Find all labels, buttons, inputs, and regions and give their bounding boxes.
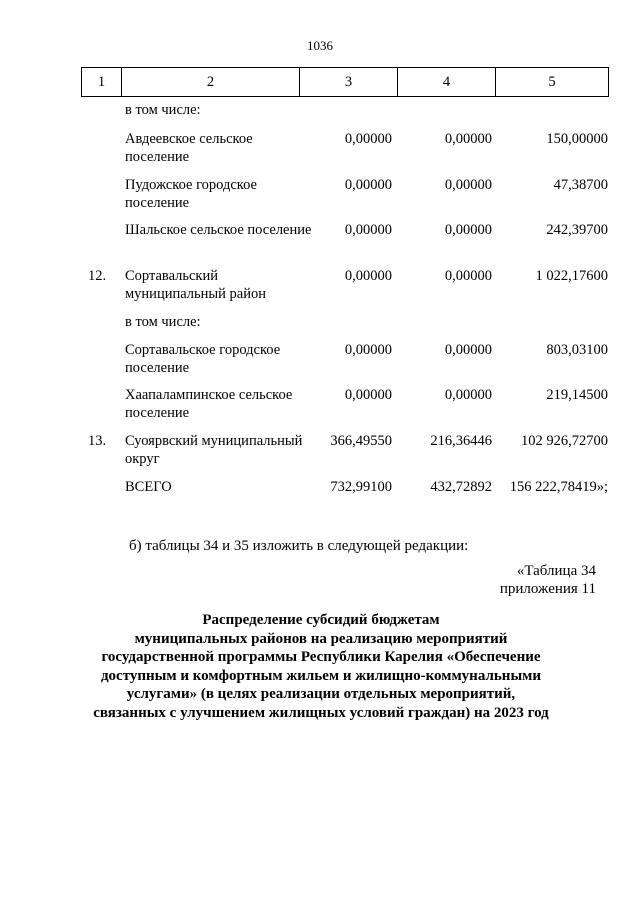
row-value-col4: 432,72892 <box>430 479 492 495</box>
row-number: 13. <box>88 433 107 449</box>
row-value-col4: 0,00000 <box>444 387 492 403</box>
row-value-col3: 0,00000 <box>344 177 392 193</box>
row-value-col3: 0,00000 <box>344 222 392 238</box>
row-value-col4: 0,00000 <box>444 131 492 147</box>
row-name: Сортавальский муниципальный район <box>125 268 266 302</box>
row-value-col5: 150,00000 <box>546 131 608 147</box>
table-header <box>81 67 609 97</box>
row-name: Хаапалампинское сельское поселение <box>125 387 293 421</box>
row-value-col4: 0,00000 <box>444 268 492 284</box>
title-line: государственной программы Республики Карелия «Обеспечение <box>101 649 541 666</box>
row-value-col4: 216,36446 <box>430 433 492 449</box>
row-value-col4: 0,00000 <box>444 222 492 238</box>
header-col-5: 5 <box>496 68 609 97</box>
header-row <box>82 68 609 97</box>
row-value-col3: 366,49550 <box>330 433 392 449</box>
document-title <box>60 611 582 723</box>
header-col-3: 3 <box>300 68 398 97</box>
table-caption-line1: «Таблица 34 <box>516 563 596 579</box>
row-value-col3: 0,00000 <box>344 131 392 147</box>
title-line: доступным и комфортным жильем и жилищно-коммунальными <box>100 667 542 684</box>
title-line: муниципальных районов на реализацию мероприятий <box>134 630 508 647</box>
row-number: 12. <box>88 268 107 284</box>
row-value-col5: 803,03100 <box>546 342 608 358</box>
row-value-col3: 0,00000 <box>344 268 392 284</box>
row-value-col3: 732,99100 <box>330 479 392 495</box>
title-line: услугами» (в целях реализации отдельных мероприятий, <box>126 686 516 703</box>
row-name: Авдеевское сельское поселение <box>125 131 253 165</box>
row-name: Шальское сельское поселение <box>125 222 312 238</box>
row-name: Сортавальское городское поселение <box>125 342 281 376</box>
title-line: связанных с улучшением жилищных условий граждан) на 2023 год <box>93 704 549 721</box>
row-value-col5: 1 022,17600 <box>535 268 608 284</box>
row-name: Суоярвский муниципальный округ <box>125 433 303 467</box>
header-col-2: 2 <box>122 68 300 97</box>
row-value-col5: 242,39700 <box>546 222 608 238</box>
header-col-1: 1 <box>82 68 122 97</box>
row-value-col5: 156 222,78419»; <box>509 479 608 495</box>
page-number: 1036 <box>307 38 333 53</box>
table-caption-line2: приложения 11 <box>499 581 596 597</box>
row-name: ВСЕГО <box>125 479 172 495</box>
row-name: в том числе: <box>125 314 201 330</box>
row-value-col5: 47,38700 <box>553 177 608 193</box>
row-value-col3: 0,00000 <box>344 342 392 358</box>
row-name: в том числе: <box>125 102 201 118</box>
row-value-col5: 102 926,72700 <box>521 433 608 449</box>
row-value-col3: 0,00000 <box>344 387 392 403</box>
row-value-col5: 219,14500 <box>546 387 608 403</box>
title-line: Распределение субсидий бюджетам <box>202 612 440 628</box>
row-name: Пудожское городское поселение <box>125 177 257 211</box>
row-value-col4: 0,00000 <box>444 342 492 358</box>
header-col-4: 4 <box>398 68 496 97</box>
row-value-col4: 0,00000 <box>444 177 492 193</box>
amendment-paragraph: б) таблицы 34 и 35 изложить в следующей редакции: <box>129 538 469 554</box>
